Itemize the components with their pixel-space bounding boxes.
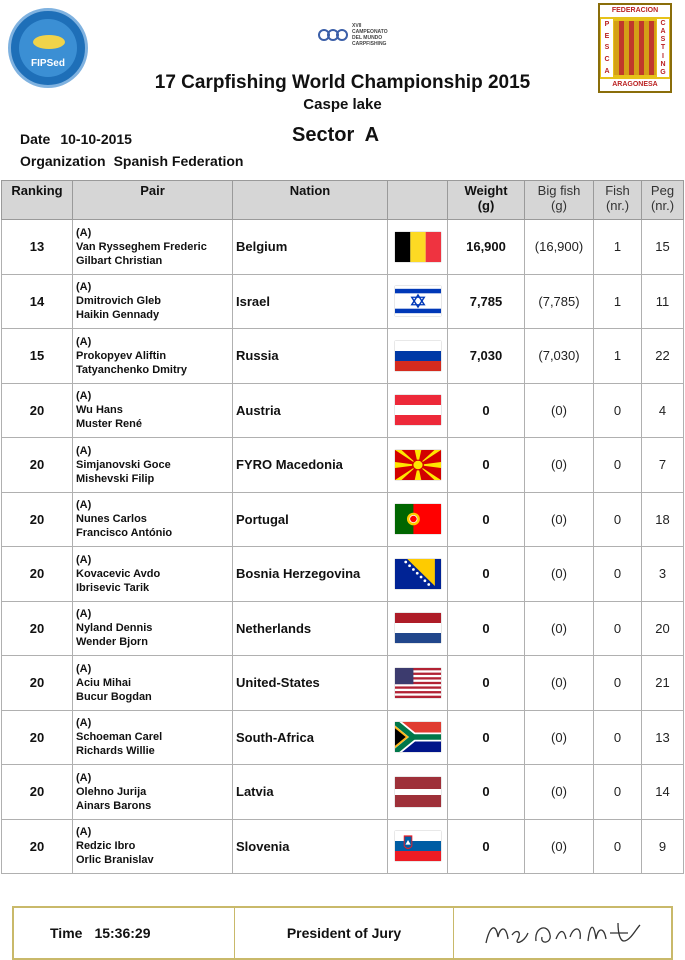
- sector-title: Sector A: [292, 124, 380, 146]
- weight-cell: 0: [448, 383, 525, 438]
- col-header-bigfish: Big fish (g): [525, 181, 594, 220]
- peg-cell: 7: [642, 438, 684, 493]
- angler-name: Nyland Dennis: [76, 622, 153, 635]
- angler-name: Olehno Jurija: [76, 785, 147, 798]
- angler-name: Aciu Mihai: [76, 676, 132, 689]
- peg-cell: 9: [642, 819, 684, 874]
- austria-flag-icon: [395, 395, 441, 425]
- flag-cell: [388, 492, 448, 547]
- col-header-fish: Fish (nr.): [594, 181, 642, 220]
- table-row: [2, 220, 684, 275]
- angler-name: Dmitrovich Gleb: [76, 295, 161, 308]
- ranking-cell: 20: [2, 492, 73, 547]
- federation-logo-bottom-text: ARAGONESA: [600, 79, 670, 91]
- page-title: 17 Carpfishing World Championship 2015: [154, 72, 531, 93]
- weight-cell: 7,785: [448, 274, 525, 329]
- bigfish-cell: (0): [525, 601, 594, 656]
- bigfish-cell: (0): [525, 438, 594, 493]
- angler-name: Prokopyev Aliftin: [76, 349, 167, 362]
- peg-cell: 3: [642, 547, 684, 602]
- portugal-flag-icon: [395, 504, 441, 534]
- nation-cell: Portugal: [233, 492, 388, 547]
- peg-cell: 15: [642, 220, 684, 275]
- flag-cell: [388, 547, 448, 602]
- bigfish-cell: (0): [525, 656, 594, 711]
- flag-cell: [388, 220, 448, 275]
- belgium-flag-icon: [395, 232, 441, 262]
- pair-cell: [73, 329, 233, 384]
- table-row: [2, 329, 684, 384]
- table-row: [2, 765, 684, 820]
- angler-name: Richards Willie: [76, 745, 155, 758]
- weight-cell: 16,900: [448, 220, 525, 275]
- peg-cell: 18: [642, 492, 684, 547]
- organization-line: [20, 153, 243, 169]
- ranking-cell: 20: [2, 547, 73, 602]
- angler-name: Mishevski Filip: [76, 472, 155, 485]
- aragon-stripes-icon: [614, 21, 656, 75]
- footer-box: [12, 906, 673, 960]
- sector-tag: (A): [76, 226, 92, 239]
- south-africa-flag-icon: [395, 722, 441, 752]
- fish-count-cell: 0: [594, 438, 642, 493]
- flag-cell: [388, 601, 448, 656]
- sector-tag: (A): [76, 390, 92, 403]
- ranking-cell: 20: [2, 819, 73, 874]
- sector-tag: (A): [76, 771, 92, 784]
- bigfish-cell: (0): [525, 765, 594, 820]
- angler-name: Francisco António: [76, 527, 173, 540]
- results-table: [1, 180, 684, 874]
- col-header-pair: Pair: [73, 181, 233, 220]
- fish-count-cell: 1: [594, 329, 642, 384]
- organization-value: Spanish Federation: [113, 153, 244, 169]
- angler-name: Ibrisevic Tarik: [76, 581, 150, 594]
- peg-cell: 11: [642, 274, 684, 329]
- macedonia-flag-icon: [395, 450, 441, 480]
- table-row: [2, 819, 684, 874]
- bigfish-cell: (7,785): [525, 274, 594, 329]
- slovenia-flag-icon: [395, 831, 441, 861]
- sector-tag: (A): [76, 717, 92, 730]
- sector-tag: (A): [76, 335, 92, 348]
- championship-logo: [318, 22, 398, 48]
- nation-cell: Netherlands: [233, 601, 388, 656]
- angler-name: Ainars Barons: [76, 799, 152, 812]
- carp-rings-icon: [318, 27, 348, 43]
- angler-name: Wender Bjorn: [76, 636, 148, 649]
- fish-count-cell: 0: [594, 601, 642, 656]
- angler-name: Orlic Branislav: [76, 854, 154, 867]
- federation-logo-right-text: C A S T I N G: [657, 19, 669, 77]
- pair-cell: [73, 710, 233, 765]
- center-logo-line: XVII: [352, 23, 362, 29]
- table-row: [2, 547, 684, 602]
- ranking-cell: 15: [2, 329, 73, 384]
- nation-cell: Belgium: [233, 220, 388, 275]
- fish-count-cell: 0: [594, 547, 642, 602]
- weight-cell: 0: [448, 601, 525, 656]
- federation-logo-left-text: P E S C A: [601, 19, 613, 77]
- time-cell: [14, 908, 235, 958]
- peg-cell: 14: [642, 765, 684, 820]
- pair-cell: [73, 819, 233, 874]
- nation-cell: FYRO Macedonia: [233, 438, 388, 493]
- sector-tag: (A): [76, 608, 92, 621]
- nation-cell: South-Africa: [233, 710, 388, 765]
- flag-cell: [388, 656, 448, 711]
- fish-count-cell: 0: [594, 656, 642, 711]
- pair-cell: [73, 438, 233, 493]
- date-value: 10-10-2015: [60, 131, 132, 147]
- nation-cell: Latvia: [233, 765, 388, 820]
- flag-cell: [388, 819, 448, 874]
- time-value: 15:36:29: [94, 925, 151, 941]
- fipsed-logo-text: FIPSed: [31, 58, 65, 69]
- bigfish-cell: (7,030): [525, 329, 594, 384]
- bigfish-cell: (0): [525, 492, 594, 547]
- center-logo-line: CARPFISHING: [352, 41, 387, 47]
- angler-name: Haikin Gennady: [76, 309, 160, 322]
- fish-count-cell: 0: [594, 383, 642, 438]
- col-header-ranking: Ranking: [2, 181, 73, 220]
- weight-cell: 0: [448, 492, 525, 547]
- fish-count-cell: 0: [594, 710, 642, 765]
- nation-cell: Slovenia: [233, 819, 388, 874]
- peg-cell: 13: [642, 710, 684, 765]
- pair-cell: [73, 220, 233, 275]
- netherlands-flag-icon: [395, 613, 441, 643]
- flag-cell: [388, 274, 448, 329]
- bigfish-cell: (0): [525, 710, 594, 765]
- fish-emblem-icon: [33, 35, 65, 49]
- ranking-cell: 13: [2, 220, 73, 275]
- sector-tag: (A): [76, 281, 92, 294]
- peg-cell: 22: [642, 329, 684, 384]
- angler-name: Nunes Carlos: [76, 513, 147, 526]
- table-row: [2, 656, 684, 711]
- angler-name: Redzic Ibro: [76, 840, 136, 853]
- weight-cell: 7,030: [448, 329, 525, 384]
- latvia-flag-icon: [395, 777, 441, 807]
- fish-count-cell: 0: [594, 819, 642, 874]
- pair-cell: [73, 492, 233, 547]
- weight-cell: 0: [448, 819, 525, 874]
- table-row: [2, 601, 684, 656]
- weight-cell: 0: [448, 438, 525, 493]
- russia-flag-icon: [395, 341, 441, 371]
- nation-cell: Russia: [233, 329, 388, 384]
- federation-logo-top-text: FEDERACION: [600, 5, 670, 17]
- bigfish-cell: (0): [525, 547, 594, 602]
- peg-cell: 20: [642, 601, 684, 656]
- flag-cell: [388, 438, 448, 493]
- date-label: Date: [20, 131, 51, 147]
- sector-tag: (A): [76, 826, 92, 839]
- ranking-cell: 20: [2, 656, 73, 711]
- sector-tag: (A): [76, 444, 92, 457]
- handwritten-signature-icon: [478, 915, 648, 951]
- angler-name: Schoeman Carel: [76, 731, 163, 744]
- israel-flag-icon: [395, 286, 441, 316]
- fish-count-cell: 0: [594, 765, 642, 820]
- table-row: [2, 710, 684, 765]
- pair-cell: [73, 383, 233, 438]
- angler-name: Simjanovski Goce: [76, 458, 171, 471]
- usa-flag-icon: [395, 668, 441, 698]
- pair-cell: [73, 274, 233, 329]
- pair-cell: [73, 601, 233, 656]
- ranking-cell: 20: [2, 710, 73, 765]
- pair-cell: [73, 656, 233, 711]
- angler-name: Muster René: [76, 418, 143, 431]
- flag-cell: [388, 765, 448, 820]
- table-row: [2, 438, 684, 493]
- president-of-jury-label: President of Jury: [235, 908, 454, 958]
- peg-cell: 21: [642, 656, 684, 711]
- angler-name: Kovacevic Avdo: [76, 567, 161, 580]
- fish-count-cell: 0: [594, 492, 642, 547]
- angler-name: Wu Hans: [76, 404, 123, 417]
- pair-cell: [73, 547, 233, 602]
- date-line: [20, 131, 132, 147]
- col-header-weight: Weight (g): [448, 181, 525, 220]
- nation-cell: Bosnia Herzegovina: [233, 547, 388, 602]
- signature: [454, 908, 671, 958]
- nation-cell: Austria: [233, 383, 388, 438]
- center-logo-line: CAMPEONATO: [352, 29, 388, 35]
- pair-cell: [73, 765, 233, 820]
- angler-name: Gilbart Christian: [76, 254, 163, 267]
- bosnia-flag-icon: [395, 559, 441, 589]
- angler-name: Tatyanchenko Dmitry: [76, 363, 188, 376]
- ranking-cell: 20: [2, 383, 73, 438]
- weight-cell: 0: [448, 656, 525, 711]
- time-label: Time: [50, 925, 83, 941]
- table-header-row: [2, 181, 684, 220]
- bigfish-cell: (0): [525, 819, 594, 874]
- weight-cell: 0: [448, 765, 525, 820]
- weight-cell: 0: [448, 547, 525, 602]
- ranking-cell: 20: [2, 438, 73, 493]
- table-row: [2, 492, 684, 547]
- flag-cell: [388, 710, 448, 765]
- col-header-flag: [388, 181, 448, 220]
- col-header-peg: Peg (nr.): [642, 181, 684, 220]
- fish-count-cell: 1: [594, 274, 642, 329]
- peg-cell: 4: [642, 383, 684, 438]
- sector-tag: (A): [76, 662, 92, 675]
- bigfish-cell: (0): [525, 383, 594, 438]
- center-logo-line: DEL MUNDO: [352, 35, 383, 41]
- nation-cell: United-States: [233, 656, 388, 711]
- angler-name: Van Rysseghem Frederic: [76, 240, 207, 253]
- page-subtitle: Caspe lake: [303, 96, 382, 113]
- nation-cell: Israel: [233, 274, 388, 329]
- sector-tag: (A): [76, 553, 92, 566]
- organization-label: Organization: [20, 153, 106, 169]
- angler-name: Bucur Bogdan: [76, 690, 152, 703]
- sector-tag: (A): [76, 499, 92, 512]
- fish-count-cell: 1: [594, 220, 642, 275]
- ranking-cell: 20: [2, 765, 73, 820]
- ranking-cell: 14: [2, 274, 73, 329]
- table-row: [2, 383, 684, 438]
- flag-cell: [388, 383, 448, 438]
- flag-cell: [388, 329, 448, 384]
- weight-cell: 0: [448, 710, 525, 765]
- table-row: [2, 274, 684, 329]
- col-header-nation: Nation: [233, 181, 388, 220]
- bigfish-cell: (16,900): [525, 220, 594, 275]
- ranking-cell: 20: [2, 601, 73, 656]
